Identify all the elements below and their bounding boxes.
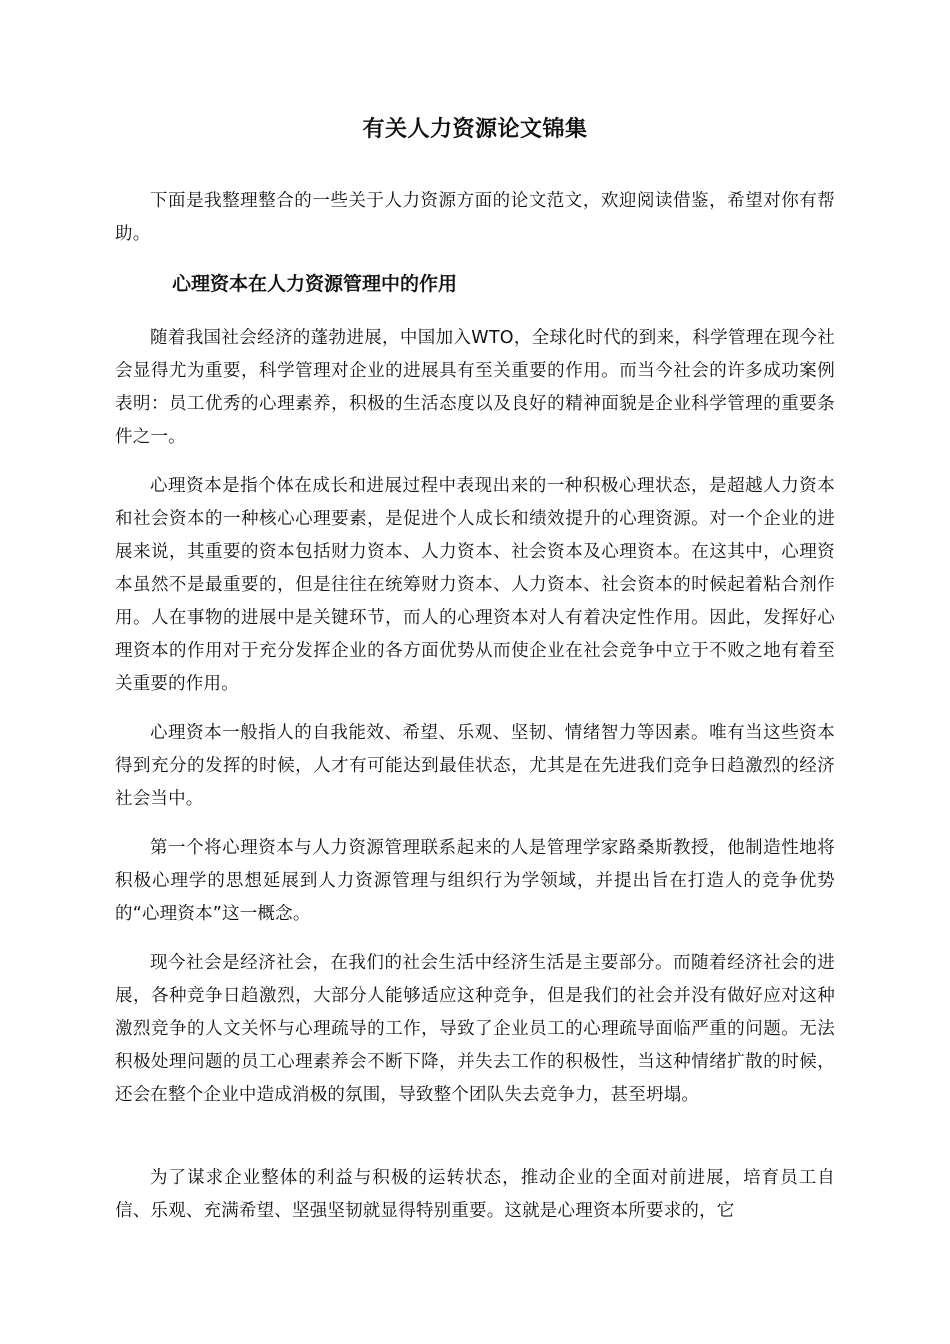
- body-paragraph-1: 随着我国社会经济的蓬勃进展，中国加入WTO，全球化时代的到来，科学管理在现今社会显得尤为重要，科学管理对企业的进展具有至关重要的作用。而当今社会的许多成功案例表明：员工优秀的心理素养，积极的生活态度以及良好的精神面貌是企业科学管理的重要条件之一。: [115, 328, 835, 447]
- body-paragraph-3: 心理资本一般指人的自我能效、希望、乐观、坚韧、情绪智力等因素。唯有当这些资本得到充分的发挥的时候，人才有可能达到最佳状态，尤其是在先进我们竞争日趋激烈的经济社会当中。: [115, 723, 835, 809]
- body-paragraph-5: 现今社会是经济社会，在我们的社会生活中经济生活是主要部分。而随着经济社会的进展，各种竞争日趋激烈，大部分人能够适应这种竞争，但是我们的社会并没有做好应对这种激烈竞争的人文关怀与心理疏导的工作，导致了企业员工的心理疏导面临严重的问题。无法积极处理问题的员工心理素养会不断下降，并失去工作的积极性，当这种情绪扩散的时候，还会在整个企业中造成消极的氛围，导致整个团队失去竞争力，甚至坍塌。: [115, 953, 835, 1105]
- body-paragraph-6: 为了谋求企业整体的利益与积极的运转状态，推动企业的全面对前进展，培育员工自信、乐观、充满希望、坚强坚韧就显得特别重要。这就是心理资本所要求的，它: [115, 1168, 835, 1221]
- document-title: 有关人力资源论文锦集: [362, 117, 588, 142]
- body-paragraph-2: 心理资本是指个体在成长和进展过程中表现出来的一种积极心理状态，是超越人力资本和社会资本的一种核心心理要素，是促进个人成长和绩效提升的心理资源。对一个企业的进展来说，其重要的资本包括财力资本、人力资本、社会资本及心理资本。在这其中，心理资本虽然不是最重要的，但是往往在统筹财力资本、人力资本、社会资本的时候起着粘合剂作用。人在事物的进展中是关键环节，而人的心理资本对人有着决定性作用。因此，发挥好心理资本的作用对于充分发挥企业的各方面优势从而使企业在社会竞争中立于不败之地有着至关重要的作用。: [115, 476, 835, 694]
- intro-paragraph: 下面是我整理整合的一些关于人力资源方面的论文范文，欢迎阅读借鉴，希望对你有帮助。: [115, 191, 835, 244]
- section-heading: 心理资本在人力资源管理中的作用: [172, 273, 458, 295]
- body-paragraph-4: 第一个将心理资本与人力资源管理联系起来的人是管理学家路桑斯教授，他制造性地将积极心理学的思想延展到人力资源管理与组织行为学领域，并提出旨在打造人的竞争优势的“心理资本”这一概念。: [115, 838, 835, 924]
